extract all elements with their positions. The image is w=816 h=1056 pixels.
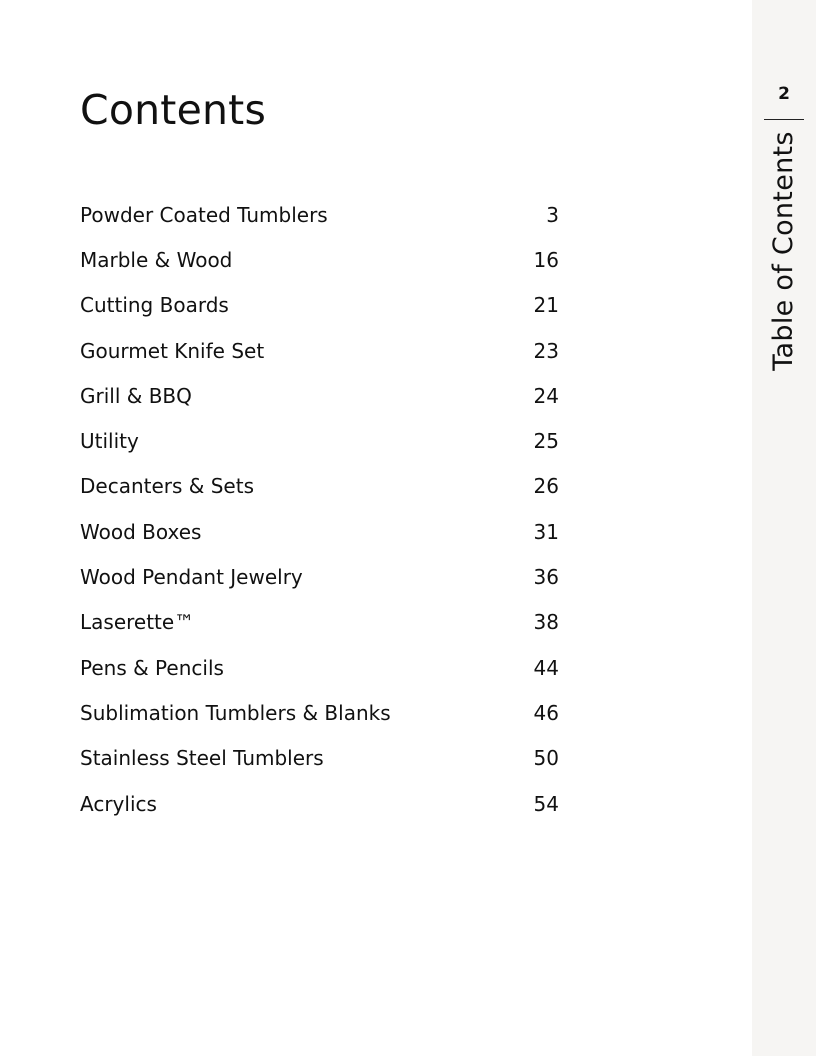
toc-item-wood-boxes[interactable] xyxy=(80,509,560,554)
toc-item-page-number: 44 xyxy=(533,655,559,680)
toc-item-decanters-and-sets[interactable] xyxy=(80,464,560,509)
toc-item-title: Grill & BBQ xyxy=(80,383,192,408)
toc-item-title: Pens & Pencils xyxy=(80,655,224,680)
toc-item-page-number: 16 xyxy=(533,247,559,272)
toc-item-stainless-steel-tumblers[interactable] xyxy=(80,736,560,781)
toc-item-page-number: 54 xyxy=(533,791,559,816)
toc-item-title: Acrylics xyxy=(80,791,157,816)
side-divider xyxy=(764,119,804,120)
toc-item-wood-pendant-jewelry[interactable] xyxy=(80,554,560,599)
toc-item-powder-coated-tumblers[interactable] xyxy=(80,192,560,237)
page-number: 2 xyxy=(778,84,790,104)
toc-item-title: Stainless Steel Tumblers xyxy=(80,746,324,771)
toc-item-page-number: 31 xyxy=(533,519,559,544)
toc-item-title: Marble & Wood xyxy=(80,247,233,272)
toc-item-sublimation-tumblers-and-blanks[interactable] xyxy=(80,690,560,735)
toc-item-laserette[interactable] xyxy=(80,600,560,645)
toc-item-utility[interactable] xyxy=(80,418,560,463)
side-label: Table of Contents xyxy=(768,131,799,371)
toc-item-title: Powder Coated Tumblers xyxy=(80,202,328,227)
toc-item-page-number: 21 xyxy=(533,293,559,318)
toc-item-title: Decanters & Sets xyxy=(80,474,254,499)
toc-item-title: Cutting Boards xyxy=(80,293,229,318)
toc-item-title: Gourmet Knife Set xyxy=(80,338,265,363)
toc-item-page-number: 46 xyxy=(533,700,559,725)
toc-item-title: Wood Boxes xyxy=(80,519,202,544)
page-title: Contents xyxy=(80,86,267,134)
toc-item-gourmet-knife-set[interactable] xyxy=(80,328,560,373)
toc-item-page-number: 26 xyxy=(533,474,559,499)
toc-item-page-number: 23 xyxy=(533,338,559,363)
toc-item-cutting-boards[interactable] xyxy=(80,283,560,328)
toc-item-page-number: 36 xyxy=(533,565,559,590)
toc-item-title: Wood Pendant Jewelry xyxy=(80,565,303,590)
toc-item-page-number: 25 xyxy=(533,429,559,454)
toc-item-title: Laserette™ xyxy=(80,610,195,635)
table-of-contents-list xyxy=(80,192,560,826)
toc-item-pens-and-pencils[interactable] xyxy=(80,645,560,690)
toc-item-page-number: 50 xyxy=(533,746,559,771)
toc-item-title: Utility xyxy=(80,429,139,454)
toc-item-page-number: 24 xyxy=(533,383,559,408)
toc-item-grill-and-bbq[interactable] xyxy=(80,373,560,418)
toc-item-acrylics[interactable] xyxy=(80,781,560,826)
toc-item-marble-and-wood[interactable] xyxy=(80,237,560,282)
toc-item-title: Sublimation Tumblers & Blanks xyxy=(80,700,391,725)
toc-item-page-number: 38 xyxy=(533,610,559,635)
toc-item-page-number: 3 xyxy=(546,202,559,227)
